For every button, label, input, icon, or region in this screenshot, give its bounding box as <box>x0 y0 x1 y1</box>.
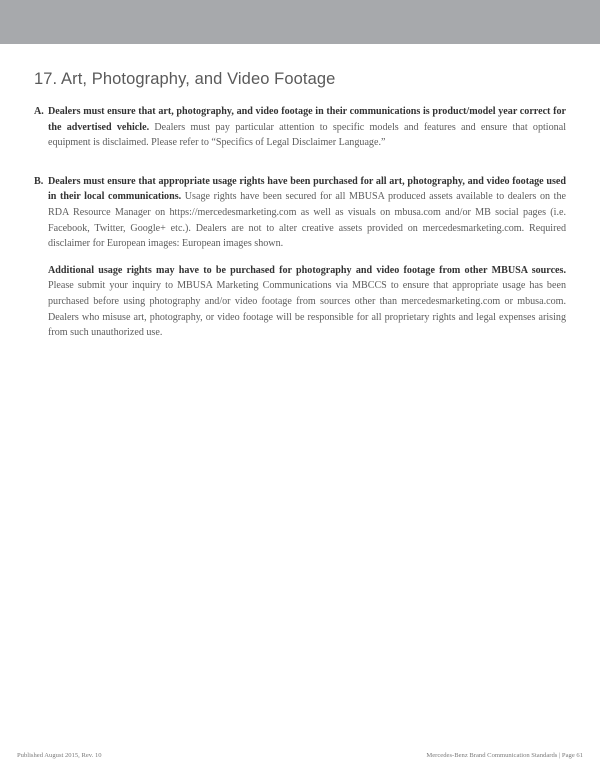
item-a-text: Dealers must pay particular attention to specific models and features and ensure that optional equipment is disclaimed. Please refer to “Specifics of Legal Disclaimer Language.” <box>48 121 566 149</box>
item-b-body <box>48 174 566 352</box>
item-a-letter: A. <box>34 106 44 117</box>
item-b <box>34 174 566 352</box>
item-b-text-1: Usage rights have been secured for all MBUSA produced assets available to dealers on the RDA Resource Manager on https://mercedesmarketing.com as well as visuals on mbusa.com and/or MB social pages (i.e. Facebook, Twitter, Google+ etc.). Dealers are not to alter creative assets provided on mercedesmarketing.com. Required disclaimer for European images: European images shown. <box>48 191 566 250</box>
footer-page-label: Mercedes-Benz Brand Communication Standards | Page 61 <box>426 752 583 759</box>
item-b-lead-1: Dealers must ensure that appropriate usage rights have been purchased for all art, photography, and video footage used in their local communications. <box>48 175 566 203</box>
item-b-paragraph-2 <box>48 263 566 341</box>
item-a-paragraph <box>48 104 566 151</box>
section-title: 17. Art, Photography, and Video Footage <box>34 70 336 88</box>
item-b-letter: B. <box>34 175 44 187</box>
item-a-lead: Dealers must ensure that art, photography, and video footage in their communications is product/model year correct for the advertised vehicle. <box>48 106 566 133</box>
header-band <box>0 0 600 44</box>
footer-publication-date: Published August 2015, Rev. 10 <box>17 752 102 759</box>
item-a <box>34 104 566 162</box>
item-b-paragraph-1 <box>48 174 566 252</box>
section-content <box>34 104 566 364</box>
item-a-body <box>48 104 566 162</box>
item-b-text-2: Please submit your inquiry to MBUSA Marketing Communications via MBCCS to ensure that appropriate usage has been purchased before using photography and/or video footage from sources other than mercedesmarketing.com or mbusa.com. Dealers who misuse art, photography, or video footage will be responsible for all proprietary rights and legal expenses arising from such unauthorized use. <box>48 280 566 339</box>
item-b-lead-2: Additional usage rights may have to be purchased for photography and video footage from other MBUSA sources. <box>48 264 566 276</box>
